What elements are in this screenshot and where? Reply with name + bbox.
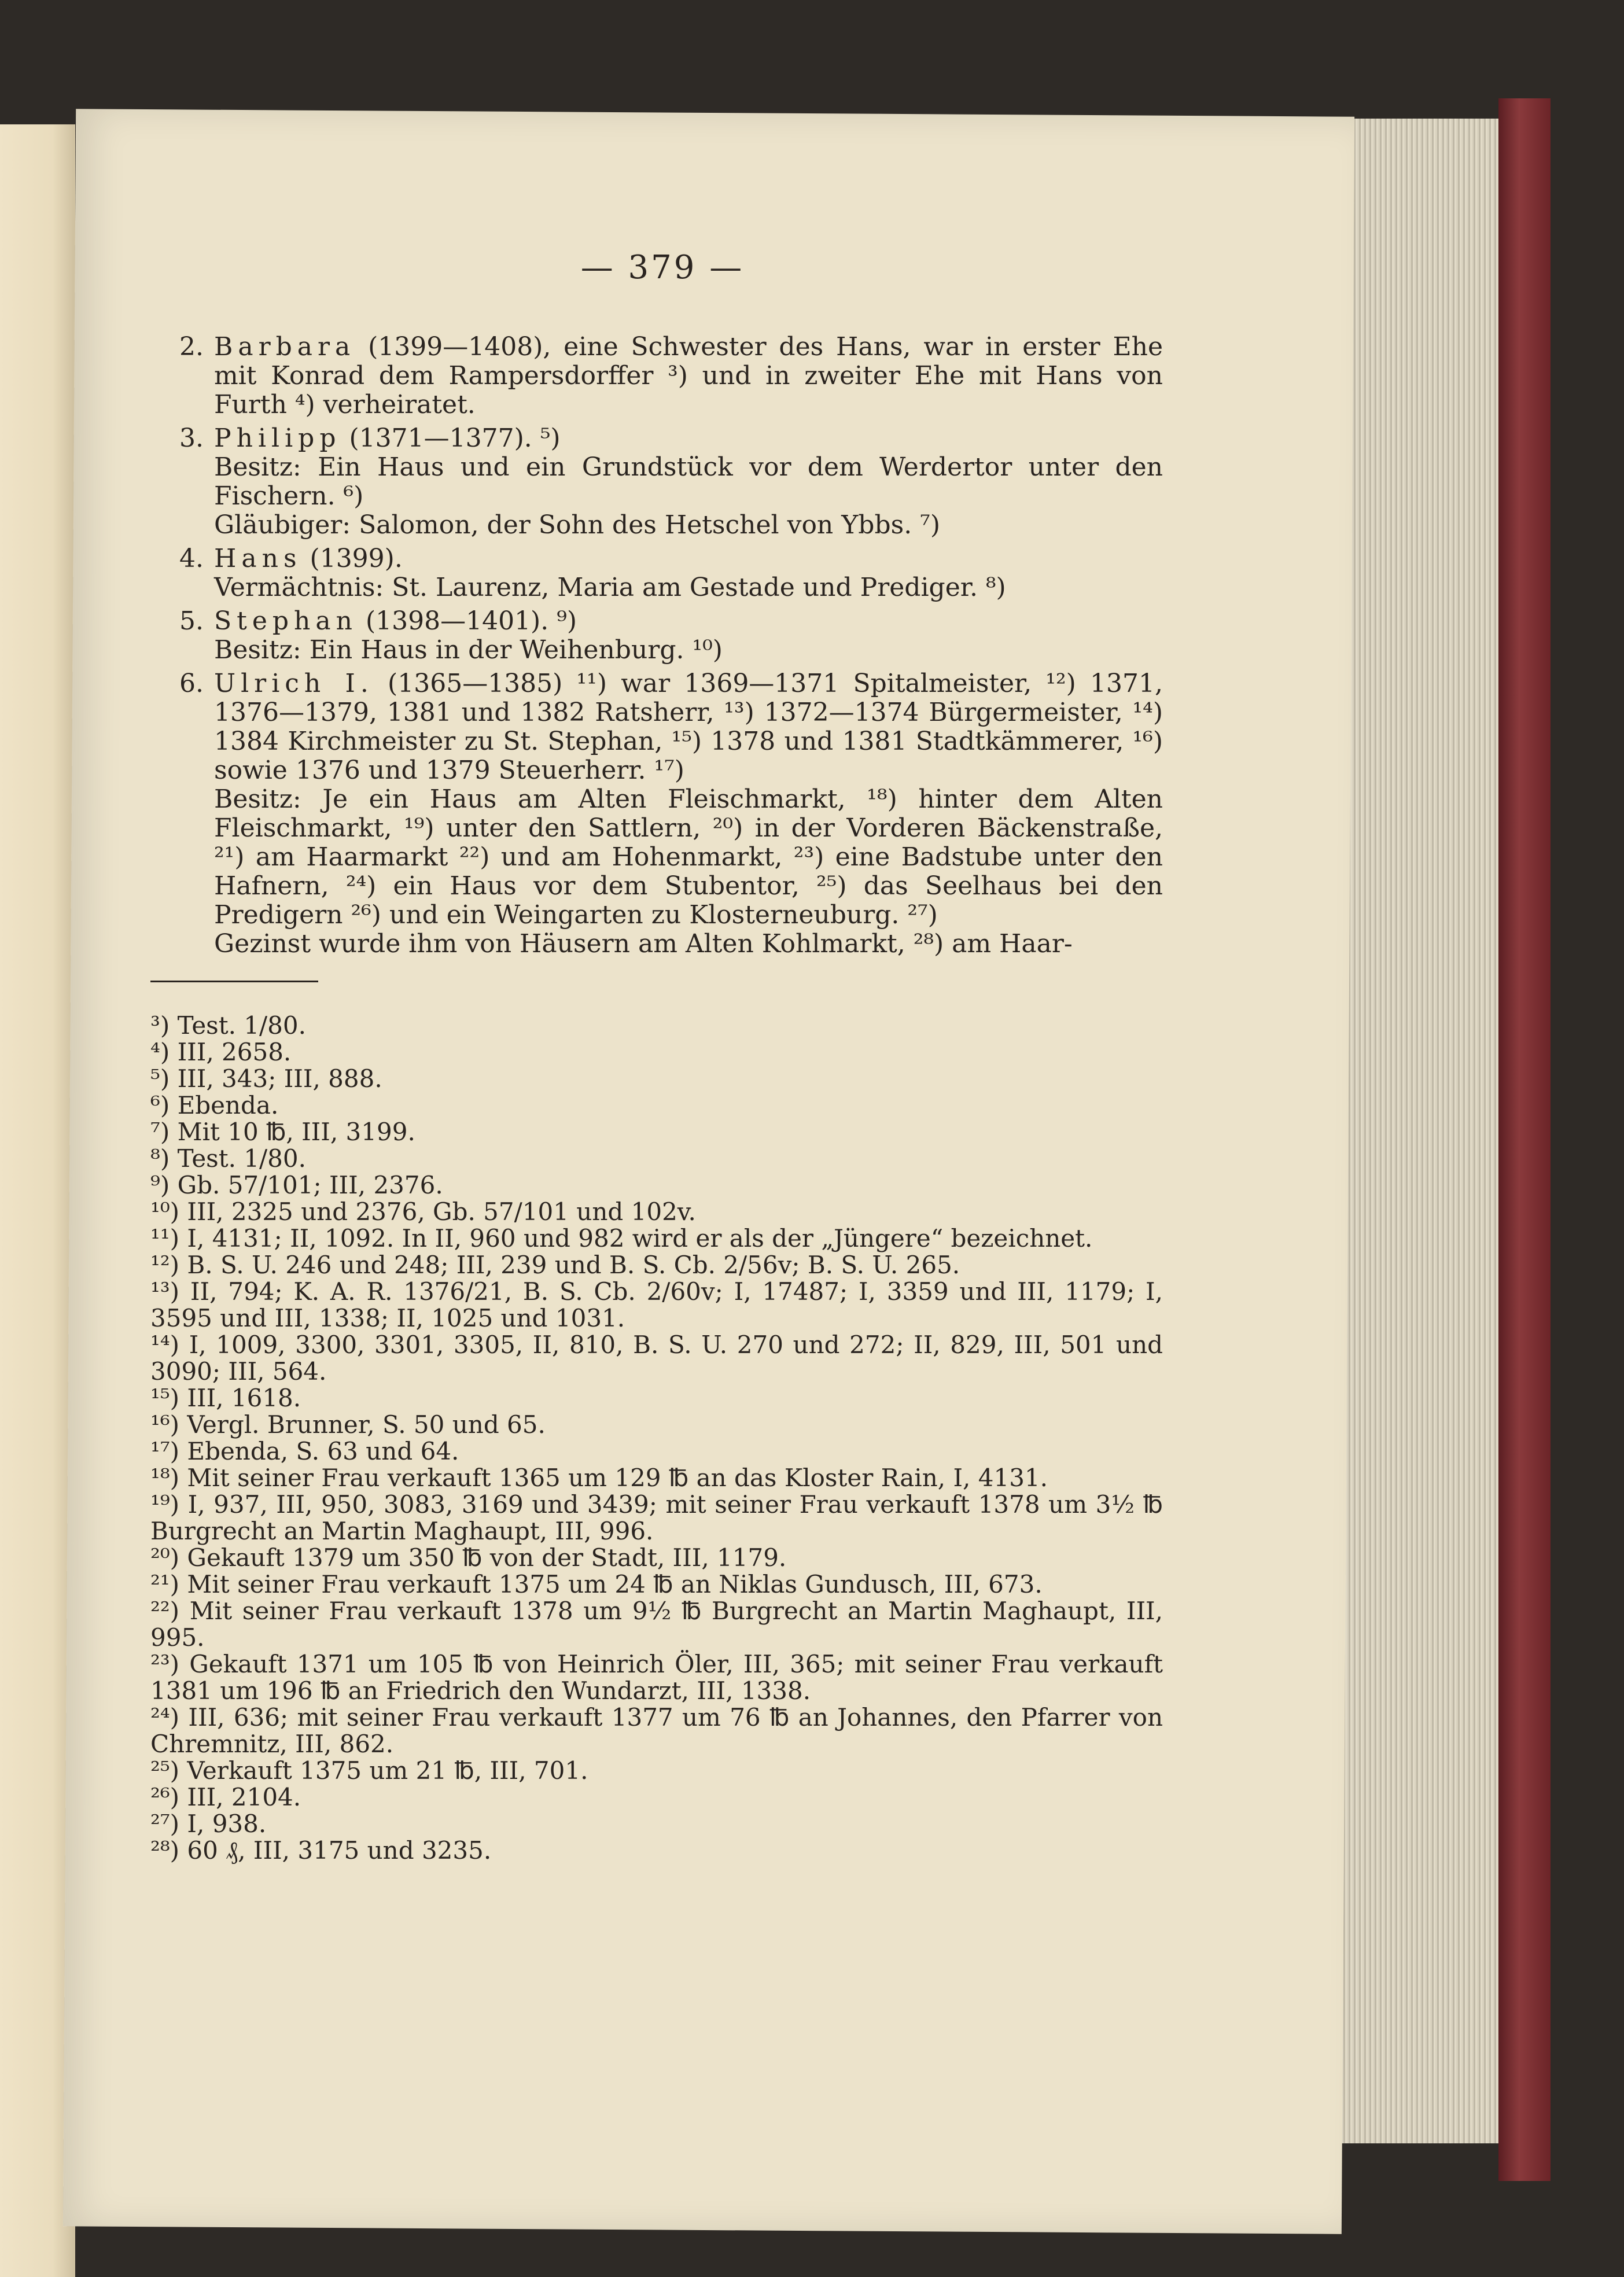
footnote: ¹⁶) Vergl. Brunner, S. 50 und 65.	[150, 1410, 546, 1439]
left-page-edge	[0, 124, 75, 2277]
book-cover	[1498, 98, 1551, 2181]
footnote: ⁶) Ebenda.	[150, 1091, 279, 1119]
page-text	[116, 249, 1163, 1864]
entry-stephan: 5. Stephan (1398—1401). ⁹) Besitz: Ein Haus in der Weihenburg. ¹⁰)	[179, 606, 723, 665]
footnotes	[116, 1012, 1163, 1864]
book-page-edges	[1336, 119, 1510, 2143]
footnote: ¹¹) I, 4131; II, 1092. In II, 960 und 982 wird er als der „Jüngere“ bezeichnet.	[150, 1224, 1093, 1252]
footnote: ⁷) Mit 10 ℔, III, 3199.	[150, 1118, 415, 1146]
footnote: ¹²) B. S. U. 246 und 248; III, 239 und B. S. Cb. 2/56v; B. S. U. 265.	[150, 1251, 960, 1279]
footnote: ¹³) II, 794; K. A. R. 1376/21, B. S. Cb. 2/60v; I, 17487; I, 3359 und III, 1179; I, 3595 und III, 1338; II, 1025 und 1031.	[150, 1277, 1163, 1332]
footnote: ⁴) III, 2658.	[150, 1038, 292, 1066]
footnote: ²³) Gekauft 1371 um 105 ℔ von Heinrich Öler, III, 365; mit seiner Frau verkauft 1381 um 196 ℔ an Friedrich den Wundarzt, III, 1338.	[150, 1650, 1163, 1705]
footnote: ⁹) Gb. 57/101; III, 2376.	[150, 1171, 443, 1199]
footnote: ²⁵) Verkauft 1375 um 21 ℔, III, 701.	[150, 1756, 588, 1785]
footnote: ¹⁸) Mit seiner Frau verkauft 1365 um 129 ℔ an das Kloster Rain, I, 4131.	[150, 1464, 1048, 1492]
footnote: ²¹) Mit seiner Frau verkauft 1375 um 24 ℔ an Niklas Gundusch, III, 673.	[150, 1570, 1043, 1598]
footnote: ²²) Mit seiner Frau verkauft 1378 um 9½ ℔ Burgrecht an Martin Maghaupt, III, 995.	[150, 1597, 1163, 1652]
footnote: ¹⁵) III, 1618.	[150, 1384, 301, 1412]
entry-ulrich: 6. Ulrich I. (1365—1385) ¹¹) war 1369—1371 Spitalmeister, ¹²) 1371, 1376—1379, 1381 und 1382 Ratsherr, ¹³) 1372—1374 Bürgermeister, ¹⁴) 1384 Kirchmeister zu St. Stephan, ¹⁵) 1378 und 1381 Stadtkämmerer, ¹⁶) sowie 1376 und 1379 Steuerherr. ¹⁷) Besitz: Je ein Haus am Alten Fleischmarkt, ¹⁸) hinter dem Alten Fleischmarkt, ¹⁹) unter den Sattlern, ²⁰) in der Vorderen Bäckenstraße, ²¹) am Haarmarkt ²²) und am Hohenmarkt, ²³) eine Badstube unter den Hafnern, ²⁴) ein Haus vor dem Stubentor, ²⁵) das Seelhaus bei den Predigern ²⁶) und ein Weingarten zu Klosterneuburg. ²⁷) Gezinst wurde ihm von Häusern am Alten Kohlmarkt, ²⁸) am Haar-	[179, 669, 1163, 959]
footnote: ²⁸) 60 ₰, III, 3175 und 3235.	[150, 1836, 492, 1865]
footnote: ¹⁷) Ebenda, S. 63 und 64.	[150, 1437, 459, 1465]
footnote: ¹⁴) I, 1009, 3300, 3301, 3305, II, 810, B. S. U. 270 und 272; II, 829, III, 501 und 3090; III, 564.	[150, 1331, 1163, 1386]
entry-hans: 4. Hans (1399). Vermächtnis: St. Laurenz, Maria am Gestade und Prediger. ⁸)	[179, 544, 1006, 602]
footnote: ³) Test. 1/80.	[150, 1011, 306, 1040]
footnote: ²⁴) III, 636; mit seiner Frau verkauft 1377 um 76 ℔ an Johannes, den Pfarrer von Chremnitz, III, 862.	[150, 1703, 1163, 1758]
footnote: ⁸) Test. 1/80.	[150, 1144, 306, 1173]
footnote-divider	[150, 981, 318, 982]
entry-barbara: 2. Barbara (1399—1408), eine Schwester des Hans, war in erster Ehe mit Konrad dem Rampersdorffer ³) und in zweiter Ehe mit Hans von Furth ⁴) verheiratet.	[179, 332, 1163, 419]
page-number: — 379 —	[580, 249, 745, 286]
footnote: ²⁰) Gekauft 1379 um 350 ℔ von der Stadt, III, 1179.	[150, 1543, 787, 1572]
footnote: ¹⁹) I, 937, III, 950, 3083, 3169 und 3439; mit seiner Frau verkauft 1378 um 3½ ℔ Burgrecht an Martin Maghaupt, III, 996.	[150, 1490, 1163, 1545]
footnote: ²⁷) I, 938.	[150, 1810, 267, 1838]
footnote: ¹⁰) III, 2325 und 2376, Gb. 57/101 und 102v.	[150, 1198, 696, 1226]
footnote: ²⁶) III, 2104.	[150, 1783, 301, 1811]
footnote: ⁵) III, 343; III, 888.	[150, 1064, 382, 1093]
entry-philipp: 3. Philipp (1371—1377). ⁵) Besitz: Ein Haus und ein Grundstück vor dem Werdertor unter den Fischern. ⁶) Gläubiger: Salomon, der Sohn des Hetschel von Ybbs. ⁷)	[179, 423, 1163, 540]
